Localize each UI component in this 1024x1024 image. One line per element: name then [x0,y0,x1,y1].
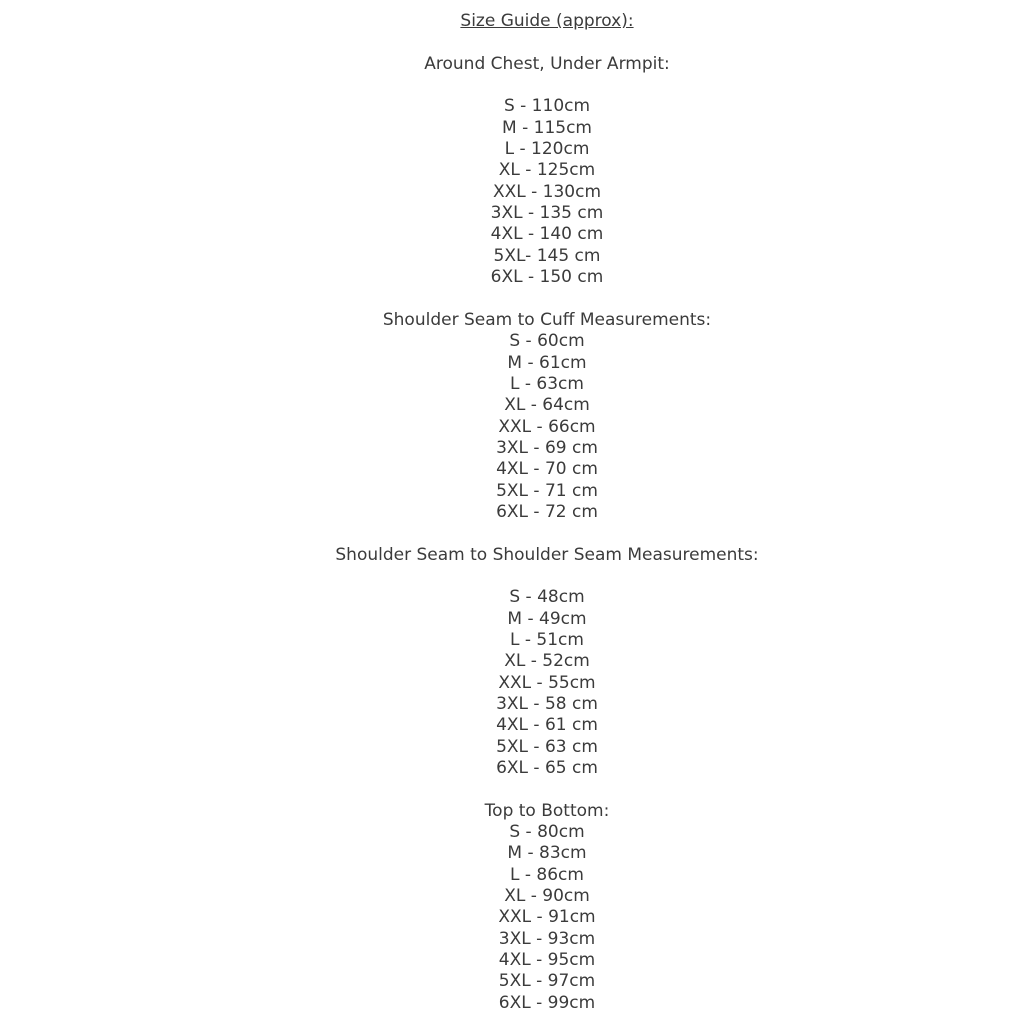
size-line: XXL - 66cm [498,416,596,437]
size-line: XXL - 55cm [498,672,596,693]
blank-line [70,779,1024,800]
size-line: 5XL - 97cm [498,971,596,992]
size-line: L - 51cm [510,629,584,650]
size-line: 6XL - 150 cm [490,267,604,288]
size-line: M - 115cm [502,117,592,138]
page-title: Size Guide (approx): [460,11,634,31]
blank-line [70,523,1024,544]
section-heading: Top to Bottom: [484,800,610,821]
section-heading: Shoulder Seam to Cuff Measurements: [382,309,712,330]
size-line: 4XL - 70 cm [496,459,598,480]
size-line: 3XL - 69 cm [496,437,598,458]
size-line: 5XL - 71 cm [496,480,598,501]
size-line: 3XL - 93cm [498,928,596,949]
size-line: S - 60cm [509,331,585,352]
size-line: 6XL - 72 cm [496,501,598,522]
size-line: S - 80cm [509,822,585,843]
size-line: 3XL - 135 cm [490,203,604,224]
size-line: 4XL - 61 cm [496,715,598,736]
size-line: 5XL- 145 cm [493,245,601,266]
size-line: S - 110cm [503,96,591,117]
size-line: 4XL - 140 cm [490,224,604,245]
size-line: 6XL - 99cm [498,992,596,1013]
size-line: XXL - 91cm [498,907,596,928]
section-heading: Shoulder Seam to Shoulder Seam Measurements: [335,544,759,565]
size-line: M - 49cm [507,608,587,629]
size-line: L - 63cm [510,373,584,394]
blank-line [70,32,1024,53]
size-line: M - 83cm [507,843,587,864]
size-line: XL - 90cm [504,886,590,907]
size-line: L - 86cm [510,864,584,885]
size-line: S - 48cm [509,587,585,608]
size-line: XL - 64cm [504,395,590,416]
size-guide-document [70,0,1024,1014]
blank-line [70,288,1024,309]
blank-line [70,75,1024,96]
size-line: XL - 125cm [498,160,596,181]
size-line: L - 120cm [504,139,590,160]
size-line: 5XL - 63 cm [496,736,598,757]
size-line: 6XL - 65 cm [496,758,598,779]
size-line: 3XL - 58 cm [496,694,598,714]
size-line: XL - 52cm [504,651,590,672]
size-line: 4XL - 95cm [498,950,596,971]
size-line: XXL - 130cm [492,181,602,202]
section-heading: Around Chest, Under Armpit: [424,53,670,74]
sections-container [70,54,1024,1014]
blank-line [70,566,1024,587]
size-line: M - 61cm [507,352,587,373]
